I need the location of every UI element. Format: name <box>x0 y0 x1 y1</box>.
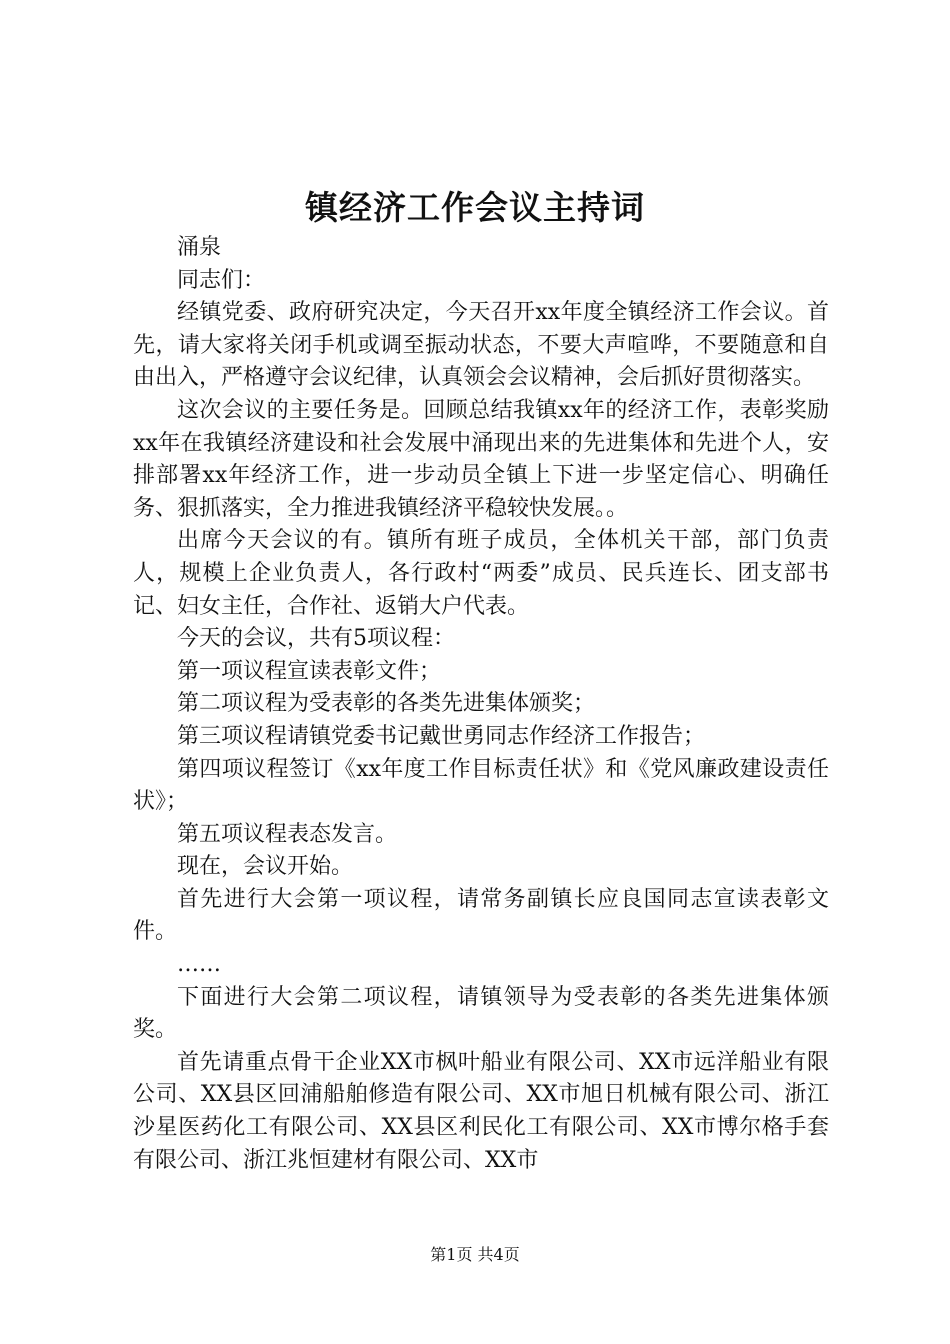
agenda-item-4: 第四项议程签订《xx年度工作目标责任状》和《党风廉政建设责任状》； <box>133 756 829 815</box>
agenda-item-2: 第二项议程为受表彰的各类先进集体颁奖； <box>177 691 596 717</box>
meeting-start: 现在，会议开始。 <box>177 854 354 880</box>
award-companies-paragraph: 首先请重点骨干企业XX市枫叶船业有限公司、XX市远洋船业有限公司、XX县区回浦船舶修造有限公司、XX市旭日机械有限公司、浙江沙星医药化工有限公司、XX县区利民化工有限公司、XX市博尔格手套有限公司、浙江兆恒建材有限公司、XX市 <box>133 1049 829 1173</box>
page-footer: 第1页 共4页 <box>430 1245 520 1264</box>
ellipsis-line: …… <box>177 952 221 978</box>
salutation: 同志们： <box>177 267 266 293</box>
paragraph-opening: 经镇党委、政府研究决定，今天召开xx年度全镇经济工作会议。首先，请大家将关闭手机或调至振动状态，不要大声喧哗，不要随意和自由出入，严格遵守会议纪律，认真领会会议精神，会后抓好贯彻落实。 <box>133 300 829 391</box>
agenda-item-3: 第三项议程请镇党委书记戴世勇同志作经济工作报告； <box>177 723 706 749</box>
second-agenda-paragraph: 下面进行大会第二项议程，请镇领导为受表彰的各类先进集体颁奖。 <box>133 984 829 1043</box>
author-line: 涌泉 <box>177 235 222 260</box>
agenda-item-5: 第五项议程表态发言。 <box>177 821 398 847</box>
agenda-item-1: 第一项议程宣读表彰文件； <box>177 658 442 684</box>
first-agenda-paragraph: 首先进行大会第一项议程，请常务副镇长应良国同志宣读表彰文件。 <box>133 886 829 945</box>
paragraph-main-tasks: 这次会议的主要任务是。回顾总结我镇xx年的经济工作，表彰奖励xx年在我镇经济建设和社会发展中涌现出来的先进集体和先进个人，安排部署xx年经济工作，进一步动员全镇上下进一步坚定信心、明确任务、狠抓落实，全力推进我镇经济平稳较快发展。。 <box>133 397 829 521</box>
agenda-intro: 今天的会议，共有5项议程： <box>177 626 455 652</box>
paragraph-attendees: 出席今天会议的有。镇所有班子成员，全体机关干部，部门负责人，规模上企业负责人，各行政村“两委”成员、民兵连长、团支部书记、妇女主任，合作社、返销大户代表。 <box>133 528 829 619</box>
document-title: 镇经济工作会议主持词 <box>305 188 645 227</box>
document-body <box>133 232 829 1177</box>
